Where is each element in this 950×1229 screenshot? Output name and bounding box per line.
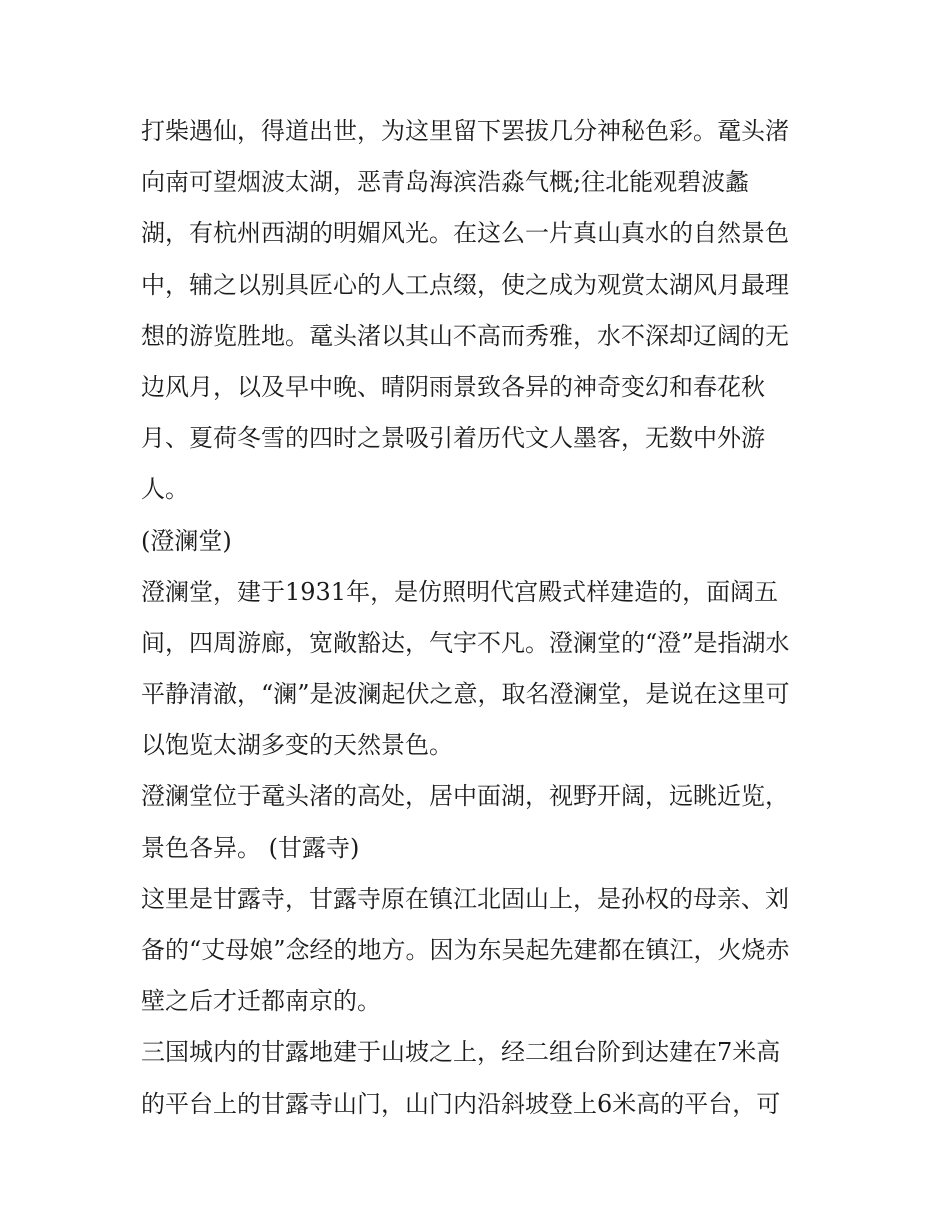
text-line: 月、夏荷冬雪的四时之景吸引着历代文人墨客，无数中外游 bbox=[141, 424, 765, 453]
text-line: 这里是甘露寺，甘露寺原在镇江北固山上，是孙权的母亲、刘 bbox=[141, 884, 789, 913]
text-line: 人。 bbox=[141, 475, 189, 504]
text-line: 景色各异。 (甘露寺) bbox=[141, 833, 360, 862]
text-line: 的平台上的甘露寺山门，山门内沿斜坡登上6米高的平台，可 bbox=[141, 1089, 781, 1118]
text-line: 湖，有杭州西湖的明媚风光。在这么一片真山真水的自然景色 bbox=[141, 219, 789, 248]
text-line: 向南可望烟波太湖，恶青岛海滨浩淼气概;往北能观碧波蠡 bbox=[141, 168, 750, 197]
text-line: 中，辅之以别具匠心的人工点缀，使之成为观赏太湖风月最理 bbox=[141, 270, 789, 299]
text-line: 备的“丈母娘”念经的地方。因为东吴起先建都在镇江，火烧赤 bbox=[141, 936, 790, 964]
text-line: 澄澜堂，建于1931年，是仿照明代宫殿式样建造的，面阔五 bbox=[141, 577, 779, 606]
section-heading: (澄澜堂) bbox=[141, 526, 232, 555]
text-line: 壁之后才迁都南京的。 bbox=[141, 987, 381, 1016]
text-line: 打柴遇仙，得道出世，为这里留下罢拔几分神秘色彩。鼋头渚 bbox=[141, 117, 789, 145]
text-line: 三国城内的甘露地建于山坡之上，经二组台阶到达建在7米高 bbox=[141, 1038, 781, 1067]
text-line: 以饱览太湖多变的天然景色。 bbox=[141, 731, 453, 760]
text-line: 间，四周游廊，宽敞豁达，气宇不凡。澄澜堂的“澄”是指湖水 bbox=[141, 628, 790, 657]
text-line: 想的游览胜地。鼋头渚以其山不高而秀雅，水不深却辽阔的无 bbox=[141, 321, 789, 350]
body-text bbox=[141, 106, 821, 1130]
text-line: 平静清澈，“澜”是波澜起伏之意，取名澄澜堂，是说在这里可 bbox=[141, 680, 790, 709]
text-line: 澄澜堂位于鼋头渚的高处，居中面湖，视野开阔，远眺近览， bbox=[141, 782, 789, 811]
text-line: 边风月，以及早中晚、晴阴雨景致各异的神奇变幻和春花秋 bbox=[141, 372, 765, 401]
